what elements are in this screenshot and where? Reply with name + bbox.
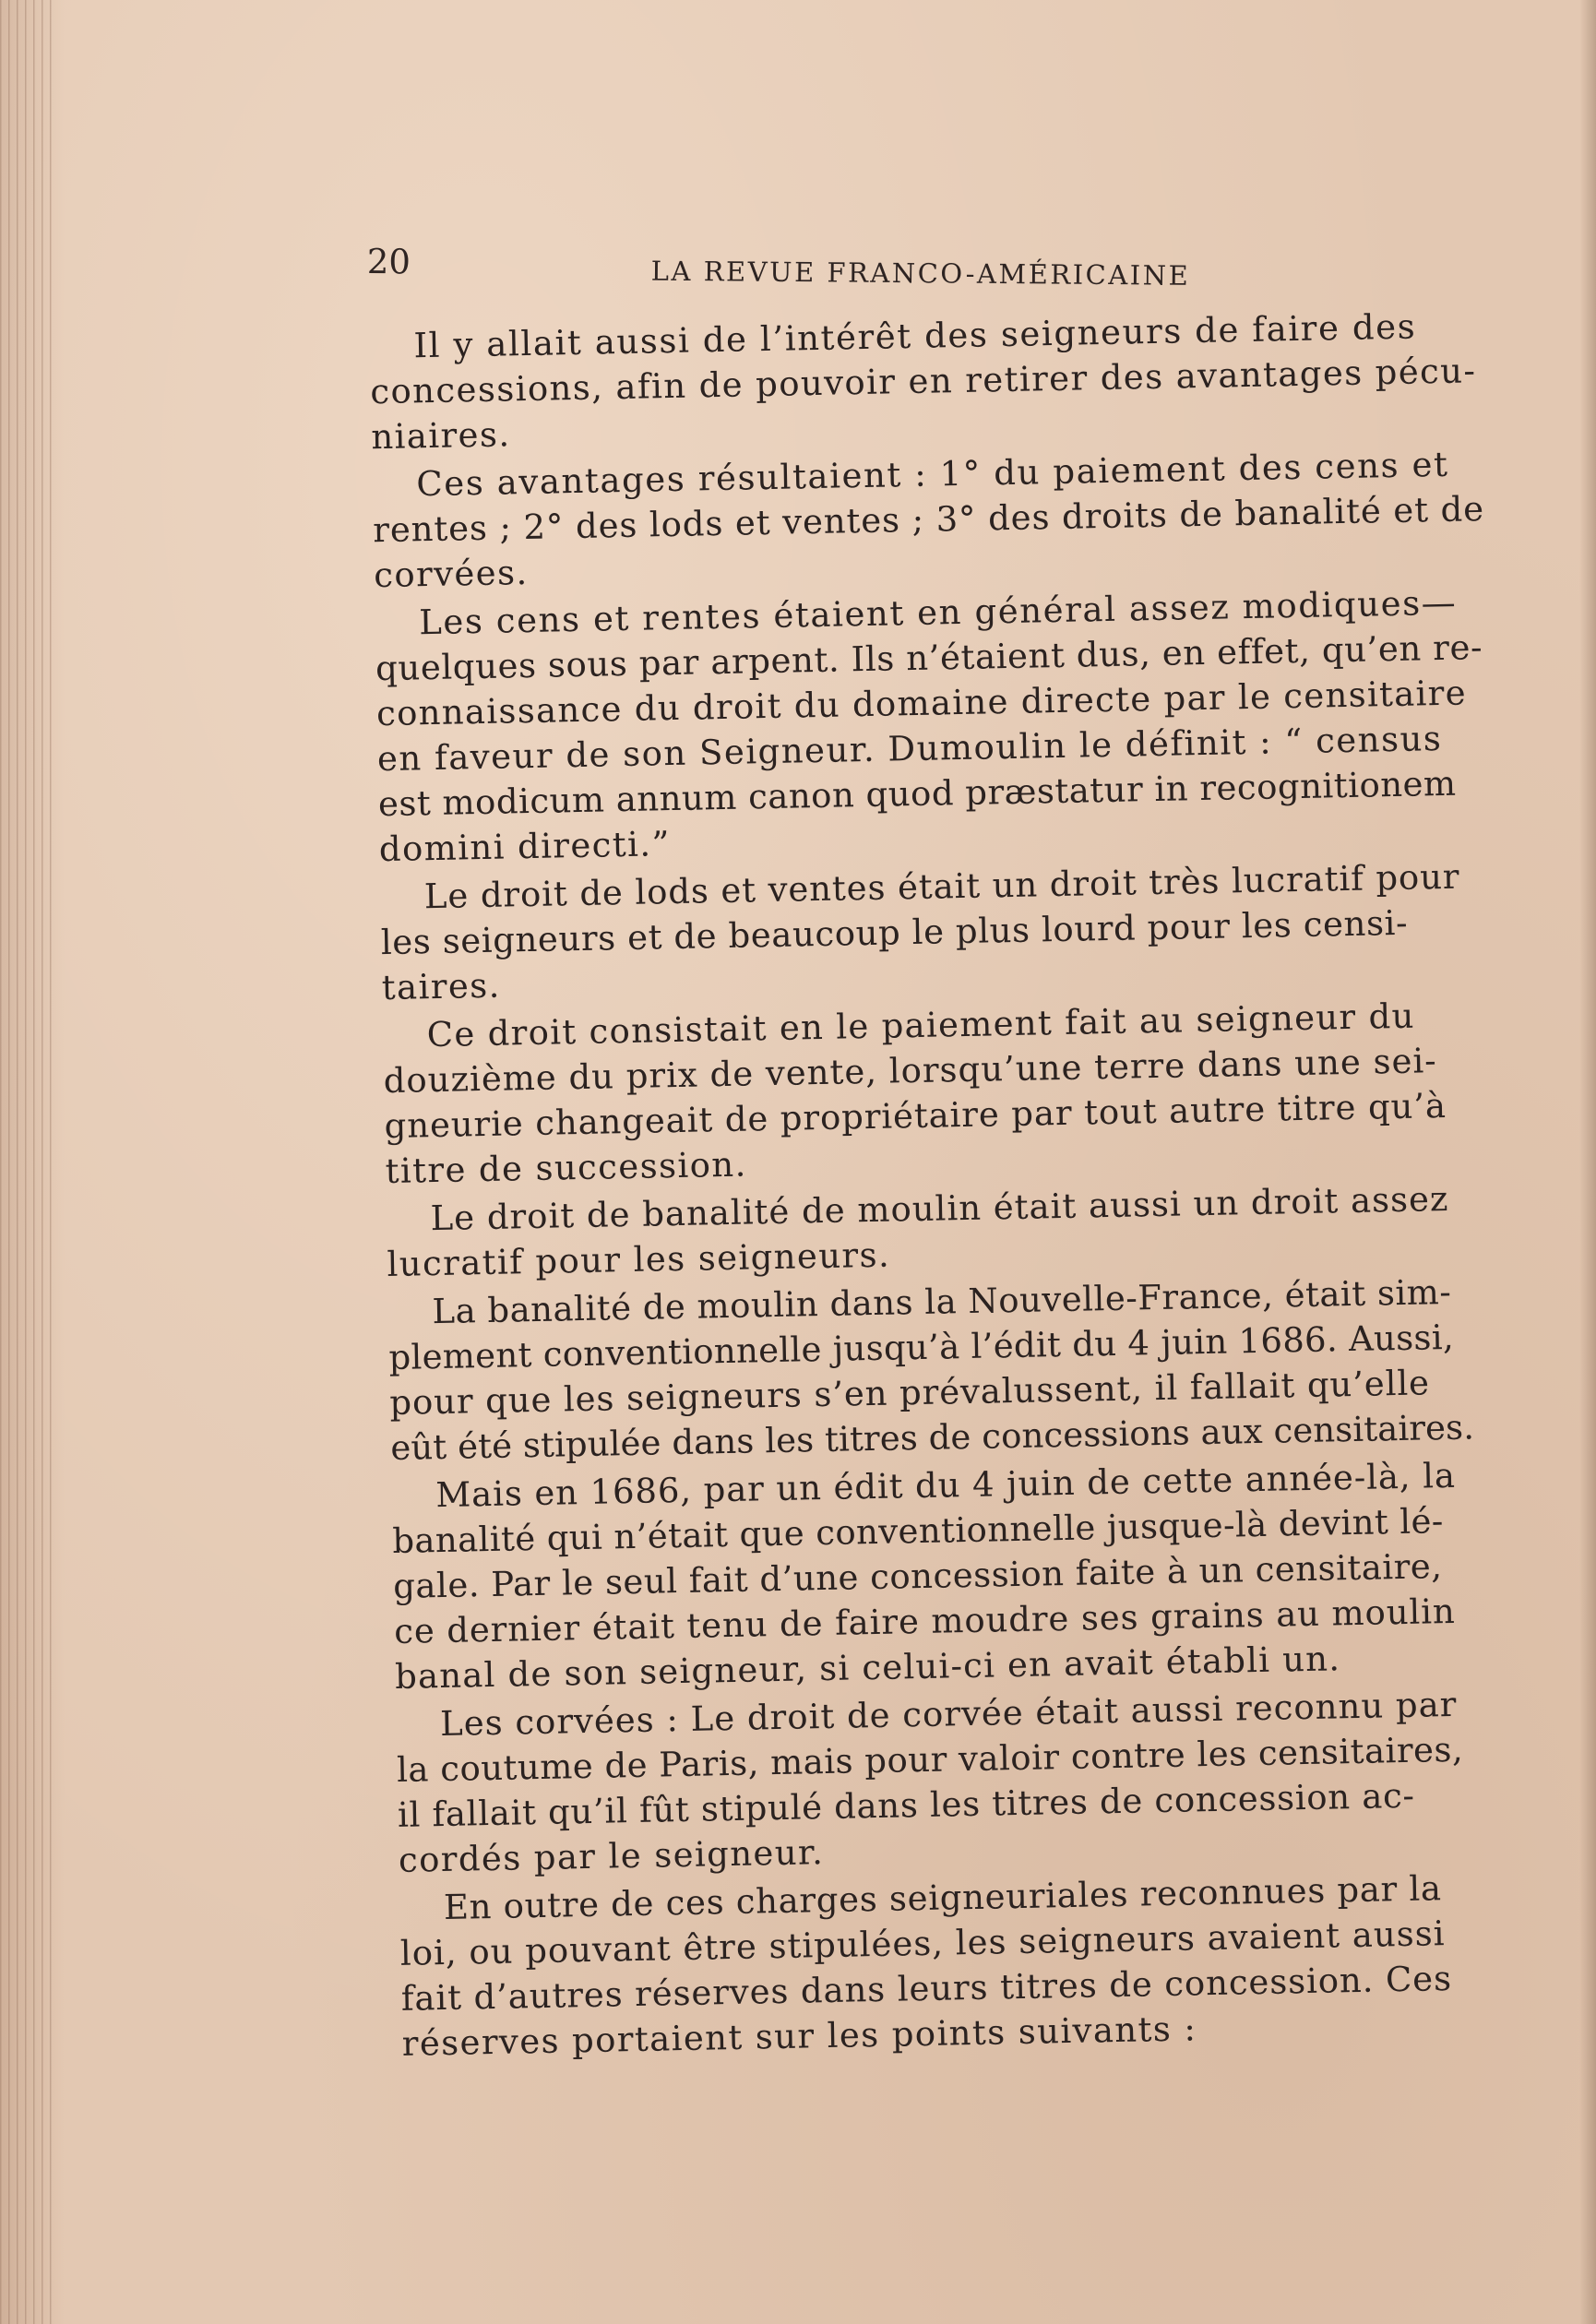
text-line: eût été stipulée dans les titres de concessions aux censitaires. [389, 1407, 1475, 1469]
text-line: La banalité de moulin dans la Nouvelle-France, était sim- [432, 1271, 1452, 1332]
text-line: Il y allait aussi de l’intérêt des seigneurs de faire des [413, 306, 1417, 366]
text-line: il fallait qu’il fût stipulé dans les titres de concession ac- [397, 1775, 1416, 1835]
text-line: est modicum annum canon quod præstatur in recognitionem [377, 763, 1457, 825]
text-line: loi, ou pouvant être stipulées, les seigneurs avaient aussi [399, 1913, 1446, 1973]
text-line: Le droit de lods et ventes était un droit très lucratif pour [423, 856, 1460, 917]
text-line: fait d’autres réserves dans leurs titres de concession. Ces [400, 1959, 1453, 2019]
text-line: réserves portaient sur les points suivants : [401, 2008, 1197, 2064]
text-line: taires. [381, 965, 502, 1008]
text-line: Les cens et rentes étaient en général assez modiques— [418, 582, 1458, 643]
text-line: Mais en 1686, par un édit du 4 juin de cette année-là, la [435, 1455, 1457, 1516]
text-line: cordés par le seigneur. [398, 1832, 825, 1880]
text-line: en faveur de son Seigneur. Dumoulin le définit : “ census [376, 718, 1443, 780]
text-line: corvées. [373, 552, 529, 596]
page-edge-left [0, 0, 55, 2324]
text-line: connaissance du droit du domaine directe par le censitaire [375, 673, 1468, 734]
text-line: gneurie changeait de propriétaire par tout autre titre qu’à [384, 1085, 1447, 1147]
text-line: titre de succession. [385, 1144, 748, 1192]
text-line: concessions, afin de pouvoir en retirer des avantages pécu- [369, 351, 1477, 412]
page-header [366, 242, 1197, 304]
text-line: Ces avantages résultaient : 1° du paiement des cens et [415, 444, 1449, 505]
text-line: banalité qui n’était que conventionnelle jusque-là devint lé- [391, 1501, 1445, 1561]
text-line: rentes ; 2° des lods et ventes ; 3° des droits de banalité et de [372, 489, 1485, 551]
text-line: niaires. [370, 414, 511, 458]
text-line: En outre de ces charges seigneuriales reconnues par la [443, 1868, 1443, 1927]
text-line: lucratif pour les seigneurs. [387, 1234, 891, 1285]
text-line: douzième du prix de vente, lorsqu’une terre dans une sei- [383, 1041, 1438, 1102]
text-line: domini directi.” [378, 824, 672, 870]
text-line: plement conventionnelle jusqu’à l’édit du 4 juin 1686. Aussi, [388, 1317, 1455, 1378]
text-line: quelques sous par arpent. Ils n’étaient dus, en effet, qu’en re- [375, 627, 1483, 689]
text-line: ce dernier était tenu de faire moudre ses grains au moulin [393, 1591, 1457, 1651]
page-edge-right [1579, 0, 1596, 2324]
text-line: pour que les seigneurs s’en prévalussent, il fallait qu’elle [389, 1363, 1431, 1424]
text-line: la coutume de Paris, mais pour valoir contre les censitaires, [396, 1729, 1464, 1790]
text-line: Le droit de banalité de moulin était aussi un droit assez [430, 1178, 1449, 1239]
body-text [332, 304, 1485, 2064]
text-line: les seigneurs et de beaucoup le plus lourd pour les censi- [380, 902, 1409, 963]
text-line: gale. Par le seul fait d’une concession faite à un censitaire, [392, 1546, 1443, 1606]
running-title: LA REVUE FRANCO-AMÉRICAINE [650, 255, 1191, 292]
text-line: banal de son seigneur, si celui-ci en avait établi un. [394, 1639, 1341, 1697]
text-line: Les corvées : Le droit de corvée était aussi reconnu par [439, 1684, 1458, 1745]
page-number: 20 [366, 242, 411, 282]
text-line: Ce droit consistait en le paiement fait au seigneur du [426, 995, 1416, 1055]
